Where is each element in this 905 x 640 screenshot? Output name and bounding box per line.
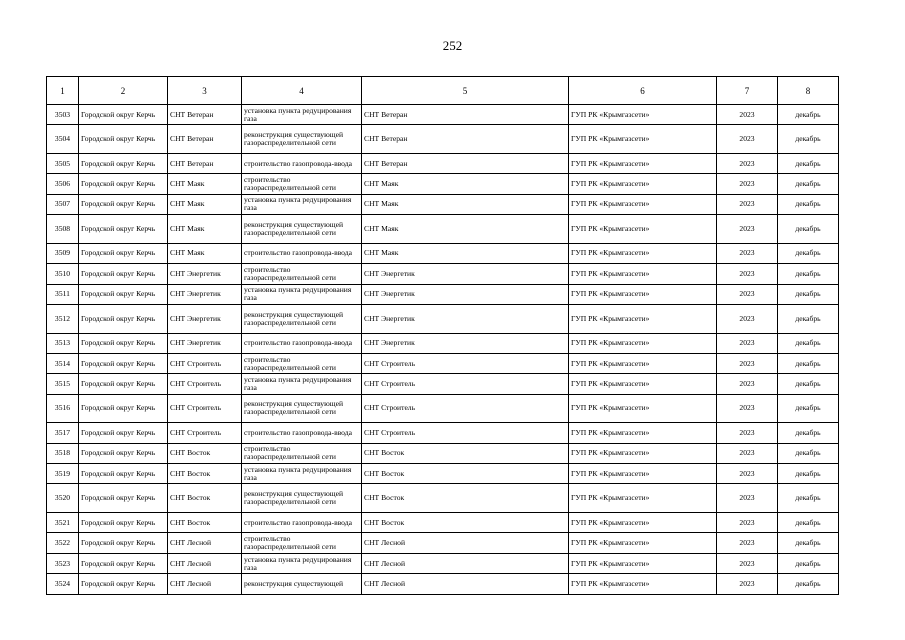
district-cell: Городской округ Керчь xyxy=(79,153,168,173)
partnership-cell: СНТ Строитель xyxy=(168,423,242,443)
month-cell: декабрь xyxy=(778,243,839,263)
object-cell: СНТ Строитель xyxy=(362,423,569,443)
table-row xyxy=(47,333,839,353)
year-cell: 2023 xyxy=(717,105,778,125)
year-cell: 2023 xyxy=(717,215,778,244)
column-header: 2 xyxy=(79,77,168,105)
table-row xyxy=(47,553,839,573)
district-cell: Городской округ Керчь xyxy=(79,443,168,463)
month-cell: декабрь xyxy=(778,125,839,154)
month-cell: декабрь xyxy=(778,513,839,533)
table-row xyxy=(47,394,839,423)
year-cell: 2023 xyxy=(717,553,778,573)
month-cell: декабрь xyxy=(778,333,839,353)
column-header: 3 xyxy=(168,77,242,105)
organization-cell: ГУП РК «Крымгазсети» xyxy=(569,423,717,443)
work-type-cell: реконструкция существующей газораспределительной сети xyxy=(242,304,362,333)
work-type-cell: строительство газораспределительной сети xyxy=(242,174,362,194)
object-cell: СНТ Восток xyxy=(362,443,569,463)
organization-cell: ГУП РК «Крымгазсети» xyxy=(569,553,717,573)
organization-cell: ГУП РК «Крымгазсети» xyxy=(569,174,717,194)
organization-cell: ГУП РК «Крымгазсети» xyxy=(569,125,717,154)
work-type-cell: установка пункта редуцирования газа xyxy=(242,194,362,214)
organization-cell: ГУП РК «Крымгазсети» xyxy=(569,443,717,463)
month-cell: декабрь xyxy=(778,533,839,553)
work-type-cell: установка пункта редуцирования газа xyxy=(242,553,362,573)
work-type-cell: строительство газопровода-ввода xyxy=(242,153,362,173)
organization-cell: ГУП РК «Крымгазсети» xyxy=(569,243,717,263)
district-cell: Городской округ Керчь xyxy=(79,513,168,533)
table-row xyxy=(47,353,839,373)
partnership-cell: СНТ Энергетик xyxy=(168,333,242,353)
partnership-cell: СНТ Строитель xyxy=(168,374,242,394)
object-cell: СНТ Лесной xyxy=(362,533,569,553)
work-type-cell: строительство газораспределительной сети xyxy=(242,443,362,463)
year-cell: 2023 xyxy=(717,464,778,484)
work-type-cell: реконструкция существующей газораспределительной сети xyxy=(242,215,362,244)
work-type-cell: реконструкция существующей газораспределительной сети xyxy=(242,394,362,423)
year-cell: 2023 xyxy=(717,533,778,553)
month-cell: декабрь xyxy=(778,284,839,304)
month-cell: декабрь xyxy=(778,353,839,373)
district-cell: Городской округ Керчь xyxy=(79,174,168,194)
month-cell: декабрь xyxy=(778,304,839,333)
table-row xyxy=(47,215,839,244)
partnership-cell: СНТ Восток xyxy=(168,443,242,463)
year-cell: 2023 xyxy=(717,574,778,594)
object-cell: СНТ Восток xyxy=(362,484,569,513)
year-cell: 2023 xyxy=(717,243,778,263)
partnership-cell: СНТ Маяк xyxy=(168,243,242,263)
month-cell: декабрь xyxy=(778,174,839,194)
object-cell: СНТ Строитель xyxy=(362,394,569,423)
month-cell: декабрь xyxy=(778,574,839,594)
table-row xyxy=(47,194,839,214)
organization-cell: ГУП РК «Крымгазсети» xyxy=(569,333,717,353)
data-table xyxy=(46,76,839,595)
year-cell: 2023 xyxy=(717,194,778,214)
district-cell: Городской округ Керчь xyxy=(79,243,168,263)
row-number-cell: 3517 xyxy=(47,423,79,443)
organization-cell: ГУП РК «Крымгазсети» xyxy=(569,353,717,373)
work-type-cell: строительство газопровода-ввода xyxy=(242,423,362,443)
partnership-cell: СНТ Восток xyxy=(168,513,242,533)
row-number-cell: 3520 xyxy=(47,484,79,513)
work-type-cell: установка пункта редуцирования газа xyxy=(242,374,362,394)
partnership-cell: СНТ Ветеран xyxy=(168,105,242,125)
district-cell: Городской округ Керчь xyxy=(79,464,168,484)
row-number-cell: 3512 xyxy=(47,304,79,333)
organization-cell: ГУП РК «Крымгазсети» xyxy=(569,513,717,533)
table-row xyxy=(47,513,839,533)
district-cell: Городской округ Керчь xyxy=(79,105,168,125)
district-cell: Городской округ Керчь xyxy=(79,374,168,394)
partnership-cell: СНТ Лесной xyxy=(168,553,242,573)
column-header: 4 xyxy=(242,77,362,105)
table-row xyxy=(47,484,839,513)
column-header: 7 xyxy=(717,77,778,105)
year-cell: 2023 xyxy=(717,394,778,423)
partnership-cell: СНТ Лесной xyxy=(168,533,242,553)
object-cell: СНТ Восток xyxy=(362,464,569,484)
work-type-cell: строительство газопровода-ввода xyxy=(242,333,362,353)
partnership-cell: СНТ Маяк xyxy=(168,174,242,194)
table-row xyxy=(47,153,839,173)
organization-cell: ГУП РК «Крымгазсети» xyxy=(569,105,717,125)
year-cell: 2023 xyxy=(717,125,778,154)
organization-cell: ГУП РК «Крымгазсети» xyxy=(569,394,717,423)
table-row xyxy=(47,304,839,333)
object-cell: СНТ Восток xyxy=(362,513,569,533)
work-type-cell: установка пункта редуцирования газа xyxy=(242,105,362,125)
month-cell: декабрь xyxy=(778,153,839,173)
row-number-cell: 3523 xyxy=(47,553,79,573)
partnership-cell: СНТ Восток xyxy=(168,484,242,513)
district-cell: Городской округ Керчь xyxy=(79,284,168,304)
month-cell: декабрь xyxy=(778,553,839,573)
year-cell: 2023 xyxy=(717,443,778,463)
district-cell: Городской округ Керчь xyxy=(79,194,168,214)
work-type-cell: реконструкция существующей газораспределительной сети xyxy=(242,125,362,154)
organization-cell: ГУП РК «Крымгазсети» xyxy=(569,194,717,214)
row-number-cell: 3507 xyxy=(47,194,79,214)
row-number-cell: 3511 xyxy=(47,284,79,304)
work-type-cell: строительство газораспределительной сети xyxy=(242,264,362,284)
table-row xyxy=(47,125,839,154)
month-cell: декабрь xyxy=(778,215,839,244)
row-number-cell: 3506 xyxy=(47,174,79,194)
year-cell: 2023 xyxy=(717,333,778,353)
organization-cell: ГУП РК «Крымгазсети» xyxy=(569,264,717,284)
year-cell: 2023 xyxy=(717,484,778,513)
table-row xyxy=(47,464,839,484)
district-cell: Городской округ Керчь xyxy=(79,533,168,553)
table-header-row xyxy=(47,77,839,105)
table-body xyxy=(47,105,839,595)
district-cell: Городской округ Керчь xyxy=(79,264,168,284)
page-number: 252 xyxy=(442,38,463,53)
work-type-cell: реконструкция существующей xyxy=(242,574,362,594)
district-cell: Городской округ Керчь xyxy=(79,394,168,423)
row-number-cell: 3504 xyxy=(47,125,79,154)
object-cell: СНТ Строитель xyxy=(362,353,569,373)
object-cell: СНТ Энергетик xyxy=(362,333,569,353)
organization-cell: ГУП РК «Крымгазсети» xyxy=(569,484,717,513)
organization-cell: ГУП РК «Крымгазсети» xyxy=(569,304,717,333)
object-cell: СНТ Маяк xyxy=(362,243,569,263)
work-type-cell: строительство газораспределительной сети xyxy=(242,353,362,373)
organization-cell: ГУП РК «Крымгазсети» xyxy=(569,574,717,594)
district-cell: Городской округ Керчь xyxy=(79,304,168,333)
organization-cell: ГУП РК «Крымгазсети» xyxy=(569,153,717,173)
row-number-cell: 3518 xyxy=(47,443,79,463)
table-row xyxy=(47,105,839,125)
partnership-cell: СНТ Восток xyxy=(168,464,242,484)
row-number-cell: 3521 xyxy=(47,513,79,533)
year-cell: 2023 xyxy=(717,174,778,194)
year-cell: 2023 xyxy=(717,423,778,443)
table-row xyxy=(47,533,839,553)
district-cell: Городской округ Керчь xyxy=(79,215,168,244)
partnership-cell: СНТ Маяк xyxy=(168,215,242,244)
partnership-cell: СНТ Лесной xyxy=(168,574,242,594)
object-cell: СНТ Энергетик xyxy=(362,264,569,284)
work-type-cell: установка пункта редуцирования газа xyxy=(242,464,362,484)
year-cell: 2023 xyxy=(717,304,778,333)
month-cell: декабрь xyxy=(778,423,839,443)
year-cell: 2023 xyxy=(717,153,778,173)
partnership-cell: СНТ Энергетик xyxy=(168,264,242,284)
row-number-cell: 3514 xyxy=(47,353,79,373)
object-cell: СНТ Ветеран xyxy=(362,153,569,173)
object-cell: СНТ Строитель xyxy=(362,374,569,394)
district-cell: Городской округ Керчь xyxy=(79,484,168,513)
year-cell: 2023 xyxy=(717,374,778,394)
table-row xyxy=(47,423,839,443)
year-cell: 2023 xyxy=(717,353,778,373)
table-row xyxy=(47,243,839,263)
table-row xyxy=(47,174,839,194)
work-type-cell: строительство газораспределительной сети xyxy=(242,533,362,553)
month-cell: декабрь xyxy=(778,394,839,423)
organization-cell: ГУП РК «Крымгазсети» xyxy=(569,374,717,394)
row-number-cell: 3503 xyxy=(47,105,79,125)
district-cell: Городской округ Керчь xyxy=(79,333,168,353)
organization-cell: ГУП РК «Крымгазсети» xyxy=(569,215,717,244)
month-cell: декабрь xyxy=(778,443,839,463)
column-header: 1 xyxy=(47,77,79,105)
row-number-cell: 3513 xyxy=(47,333,79,353)
column-header: 8 xyxy=(778,77,839,105)
row-number-cell: 3522 xyxy=(47,533,79,553)
object-cell: СНТ Лесной xyxy=(362,574,569,594)
object-cell: СНТ Маяк xyxy=(362,174,569,194)
table-row xyxy=(47,284,839,304)
object-cell: СНТ Лесной xyxy=(362,553,569,573)
object-cell: СНТ Энергетик xyxy=(362,304,569,333)
row-number-cell: 3510 xyxy=(47,264,79,284)
month-cell: декабрь xyxy=(778,264,839,284)
district-cell: Городской округ Керчь xyxy=(79,553,168,573)
object-cell: СНТ Энергетик xyxy=(362,284,569,304)
row-number-cell: 3509 xyxy=(47,243,79,263)
year-cell: 2023 xyxy=(717,284,778,304)
partnership-cell: СНТ Энергетик xyxy=(168,284,242,304)
month-cell: декабрь xyxy=(778,374,839,394)
row-number-cell: 3515 xyxy=(47,374,79,394)
row-number-cell: 3508 xyxy=(47,215,79,244)
object-cell: СНТ Маяк xyxy=(362,215,569,244)
district-cell: Городской округ Керчь xyxy=(79,423,168,443)
month-cell: декабрь xyxy=(778,464,839,484)
district-cell: Городской округ Керчь xyxy=(79,574,168,594)
object-cell: СНТ Маяк xyxy=(362,194,569,214)
partnership-cell: СНТ Ветеран xyxy=(168,153,242,173)
column-header: 5 xyxy=(362,77,569,105)
work-type-cell: строительство газопровода-ввода xyxy=(242,243,362,263)
organization-cell: ГУП РК «Крымгазсети» xyxy=(569,533,717,553)
year-cell: 2023 xyxy=(717,513,778,533)
partnership-cell: СНТ Строитель xyxy=(168,394,242,423)
year-cell: 2023 xyxy=(717,264,778,284)
district-cell: Городской округ Керчь xyxy=(79,125,168,154)
district-cell: Городской округ Керчь xyxy=(79,353,168,373)
organization-cell: ГУП РК «Крымгазсети» xyxy=(569,284,717,304)
table-row xyxy=(47,264,839,284)
partnership-cell: СНТ Маяк xyxy=(168,194,242,214)
object-cell: СНТ Ветеран xyxy=(362,125,569,154)
table-row xyxy=(47,374,839,394)
partnership-cell: СНТ Энергетик xyxy=(168,304,242,333)
row-number-cell: 3524 xyxy=(47,574,79,594)
month-cell: декабрь xyxy=(778,194,839,214)
organization-cell: ГУП РК «Крымгазсети» xyxy=(569,464,717,484)
object-cell: СНТ Ветеран xyxy=(362,105,569,125)
row-number-cell: 3516 xyxy=(47,394,79,423)
row-number-cell: 3505 xyxy=(47,153,79,173)
month-cell: декабрь xyxy=(778,105,839,125)
work-type-cell: реконструкция существующей газораспределительной сети xyxy=(242,484,362,513)
partnership-cell: СНТ Ветеран xyxy=(168,125,242,154)
work-type-cell: установка пункта редуцирования газа xyxy=(242,284,362,304)
month-cell: декабрь xyxy=(778,484,839,513)
column-header: 6 xyxy=(569,77,717,105)
table-row xyxy=(47,443,839,463)
row-number-cell: 3519 xyxy=(47,464,79,484)
partnership-cell: СНТ Строитель xyxy=(168,353,242,373)
work-type-cell: строительство газопровода-ввода xyxy=(242,513,362,533)
table-row xyxy=(47,574,839,594)
